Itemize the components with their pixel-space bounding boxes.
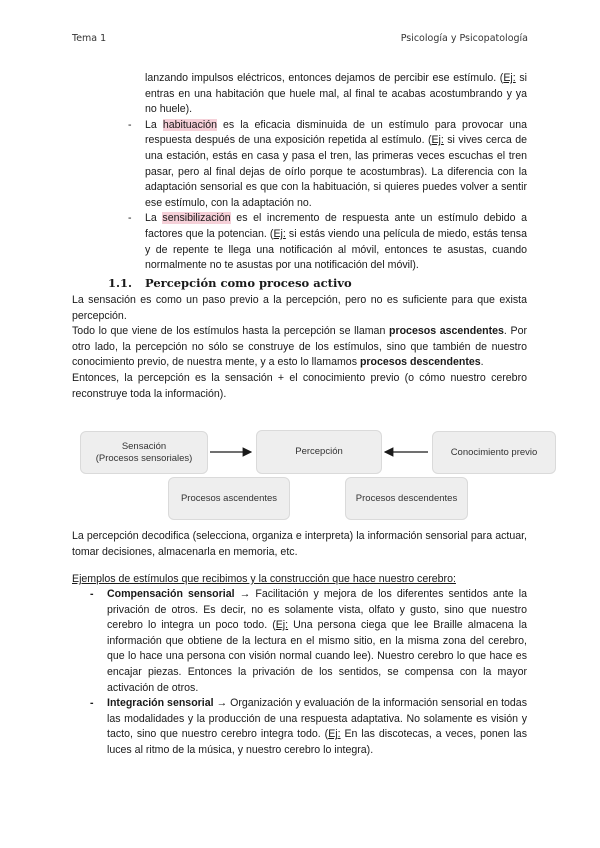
box-sensacion: Sensación (Procesos sensoriales) xyxy=(80,431,208,474)
top-section xyxy=(145,71,527,274)
body-paragraph xyxy=(72,324,527,371)
text-run: Entonces, la percepción es la sensación + el conocimiento previo (o cómo nuestro cerebro reconstruye toda la información). xyxy=(72,371,527,400)
text-run: → Organización y evaluación de la información sensorial en todas las modalidades y la producción de una respuesta adaptativa. No solamente es visión y tacto, sino que nuestro cerebro integra todo. ( xyxy=(107,697,527,741)
box-procesos-ascendentes: Procesos ascendentes xyxy=(168,477,290,520)
example-marker: Ej: xyxy=(503,72,516,84)
body-text xyxy=(72,293,527,402)
top-bullet-list xyxy=(128,118,527,274)
bold-term: Compensación sensorial xyxy=(107,588,235,600)
examples-section xyxy=(90,587,527,759)
text-run: La sensación es como un paso previo a la percepción, pero no es suficiente para que exista percepción. xyxy=(72,294,527,322)
text-run: La xyxy=(145,212,163,225)
section-heading xyxy=(108,276,352,290)
continuation-paragraph xyxy=(145,71,527,118)
example-marker: Ej: xyxy=(275,619,289,632)
text-run: . Por otro lado, la percepción no sólo se construye de los estímulos, sino que también de nuestro conocimiento previo, de nuestra mente, y a esto lo llamamos xyxy=(72,325,527,369)
text-run: . xyxy=(480,356,484,369)
bold-term: procesos ascendentes xyxy=(388,325,504,338)
box-procesos-descendentes: Procesos descendentes xyxy=(345,477,468,520)
text-run: → Facilitación y mejora de los diferentes sentidos ante la privación de otros. Es decir, no es solamente vista, olfato y gusto, sino que nuestro cerebro lo integra un poco todo. ( xyxy=(107,588,527,632)
text-run: La percepción decodifica (selecciona, organiza e interpreta) la información sensorial para actuar, tomar decisiones, almacenarla en memoria, etc. xyxy=(72,530,527,558)
example-marker: Ej: xyxy=(328,728,341,741)
text-run: La xyxy=(145,118,163,131)
example-marker: Ej: xyxy=(431,134,444,147)
decodifica-paragraph xyxy=(72,529,527,560)
bullet-sensibilizacion xyxy=(128,211,527,273)
text-run: Todo lo que viene de los estímulos hasta la percepción se llaman xyxy=(72,325,389,338)
box-conocimiento-previo: Conocimiento previo xyxy=(432,431,556,474)
after-diagram-text xyxy=(72,529,527,560)
section-title: Percepción como proceso activo xyxy=(145,276,352,290)
example-compensacion xyxy=(90,587,527,696)
text-run: es la eficacia disminuida de un estímulo para provocar una respuesta después de una exposición repetida al estímulo. ( xyxy=(145,118,527,147)
bold-term: Integración sensorial xyxy=(107,697,214,710)
examples-list xyxy=(90,587,527,759)
text-run: si vives cerca de una estación, estás en casa y pasa el tren, las primeras veces escuchas el tren pasar, pero al final dejas de oírlo porque te acostumbras). La diferencia con la adaptación sensorial es que con la habituación, si quieres puedes volver a sentir ese estímulo, con la adaptación no. xyxy=(145,134,527,209)
highlighted-term: sensibilización xyxy=(162,212,231,225)
highlighted-term: habituación xyxy=(162,118,218,131)
section-number: 1.1. xyxy=(108,276,133,290)
body-paragraph xyxy=(72,371,527,402)
bold-term: procesos descendentes xyxy=(359,356,481,369)
examples-heading xyxy=(72,572,527,588)
box-percepcion: Percepción xyxy=(256,430,382,474)
text-run: si entras en una habitación que huele mal, al final te acabas acostumbrando y ya no huele). xyxy=(145,72,528,116)
bullet-habituacion xyxy=(128,118,527,212)
text-run: En las discotecas, a veces, ponen las luces al ritmo de la música, y nuestro cerebro lo integra). xyxy=(107,728,527,756)
text-run: lanzando impulsos eléctricos, entonces dejamos de percibir ese estímulo. ( xyxy=(145,72,504,84)
header-subject: Psicología y Psicopatología xyxy=(400,33,528,44)
body-paragraph xyxy=(72,293,527,324)
text-run: Una persona ciega que lee Braille almacena la información que obtiene de la lectura en el mismo sitio, en la misma zona del cerebro, que lo hace una persona con visión normal cuando lee). Nuestro cerebro lo que hace es encajar piezas. Entonces la privación de los sentidos, se compensa con la mayor activación de otros. xyxy=(107,619,527,694)
text-run: si estás viendo una película de miedo, estás tensa y de repente te llega una notificación al móvil, entonces te asustas, cuando normalmente no te asustas por una notificación del móvil). xyxy=(145,227,527,272)
header-topic: Tema 1 xyxy=(72,33,107,44)
example-marker: Ej: xyxy=(273,227,286,240)
text-run: es el incremento de respuesta ante un estímulo debido a factores que la potencian. ( xyxy=(145,212,527,240)
examples-heading-text: Ejemplos de estímulos que recibimos y la construcción que hace nuestro cerebro: xyxy=(72,573,456,585)
example-integracion xyxy=(90,696,527,758)
